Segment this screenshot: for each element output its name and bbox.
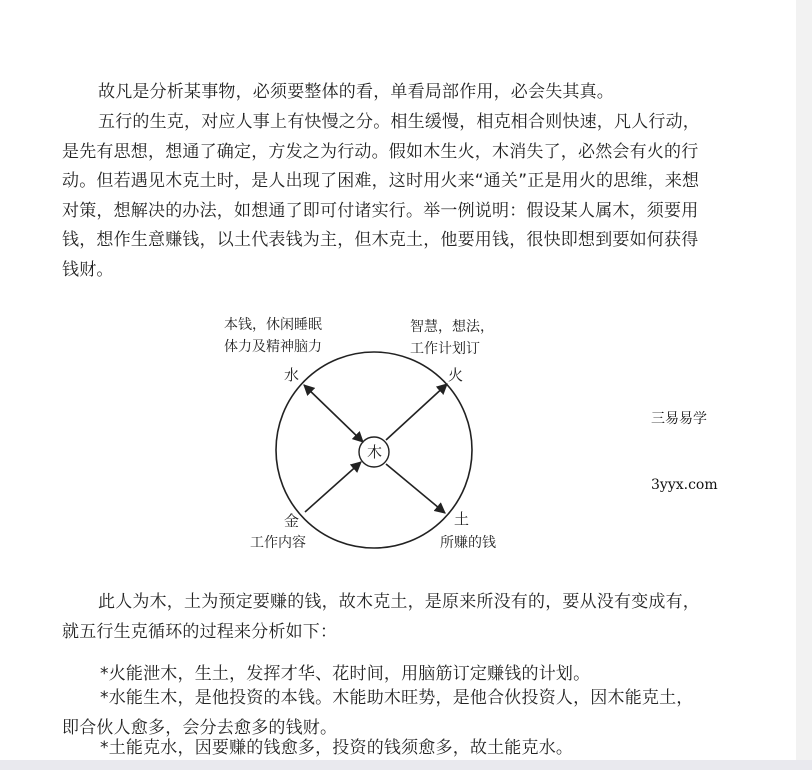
vertical-scrollbar[interactable]: [796, 0, 812, 770]
bullet-earth: *土能克水，因要赚的钱愈多，投资的钱须愈多，故土能克水。: [100, 738, 574, 758]
label-water-line1: 本钱，休闲睡眠: [224, 317, 322, 333]
watermark-url: 3yyx.com: [651, 477, 718, 493]
paragraph-intro: 故凡是分析某事物，必须要整体的看，单看局部作用，必会失其真。: [98, 82, 614, 102]
site-watermark: [651, 364, 718, 540]
bullet-fire: *火能泄木，生土，发挥才华、花时间，用脑筋订定赚钱的计划。: [100, 664, 591, 684]
label-metal: 工作内容: [250, 535, 306, 551]
center-element-wood: 木: [367, 443, 383, 461]
element-fire: 火: [448, 366, 464, 384]
five-elements-diagram: [210, 302, 510, 562]
arrow-to-water: [304, 385, 363, 442]
label-water-line2: 体力及精神脑力: [224, 339, 322, 355]
arrow-to-earth: [386, 464, 445, 513]
element-metal: 金: [284, 512, 300, 530]
label-earth: 所赚的钱: [440, 535, 496, 551]
element-water: 水: [284, 366, 300, 384]
paragraph-five-elements: 五行的生克，对应人事上有快慢之分。相生缓慢，相克相合则快速，凡人行动，是先有思想，想通了确定，方发之为行动。假如木生火，木消失了，必然会有火的行动。但若遇见木克土时，是人出现了困难，这时用火来“通关”正是用火的思维，来想对策，想解决的办法，如想通了即可付诸实行。举一例说明：假设某人属木，须要用钱，想作生意赚钱，以土代表钱为主，但木克土，他要用钱，很快即想到要如何获得钱财。: [62, 112, 700, 280]
watermark-name: 三易易学: [651, 411, 707, 427]
label-fire-line1: 智慧，想法，: [410, 319, 494, 335]
arrow-from-metal: [305, 462, 361, 512]
label-fire-line2: 工作计划订: [410, 341, 480, 357]
arrow-to-fire: [386, 384, 447, 440]
paragraph-analysis: 此人为木，土为预定要赚的钱，故木克土，是原来所没有的，要从没有变成有，就五行生克循环的过程来分析如下：: [62, 592, 700, 642]
bottom-edge: [0, 760, 812, 770]
element-earth: 土: [454, 510, 470, 528]
bullet-water: *水能生木，是他投资的本钱。木能助木旺势，是他合伙投资人，因木能克土，即合伙人愈多，会分去愈多的钱财。: [62, 688, 694, 738]
